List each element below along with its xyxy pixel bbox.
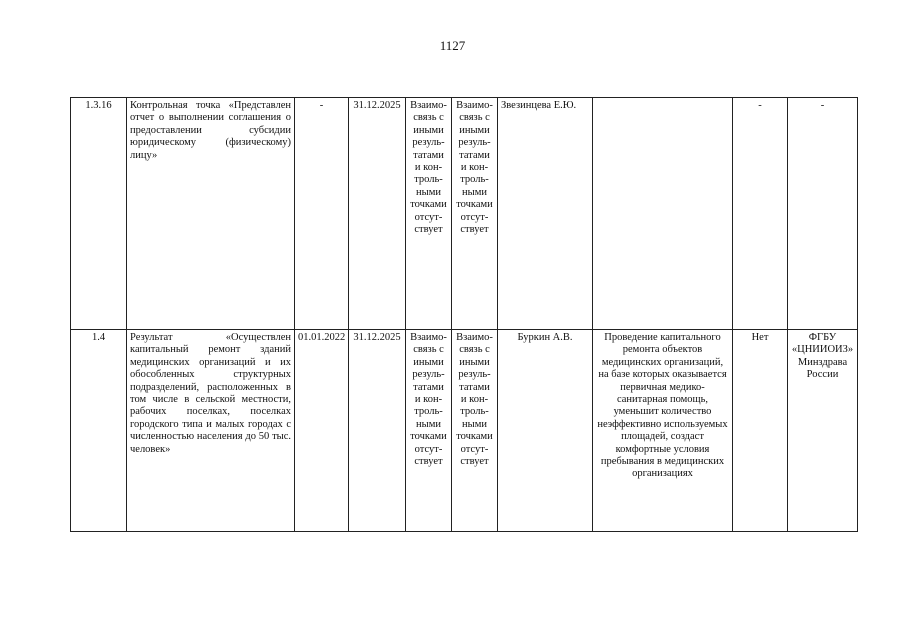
- row-responsible: Звезинцева Е.Ю.: [498, 98, 593, 330]
- plan-table: [70, 97, 858, 532]
- row-start-date: 01.01.2022: [295, 330, 349, 532]
- row-link-previous: Взаимо- связь с иными резуль- татами и кон- троль- ными точками отсут- ствует: [406, 98, 452, 330]
- row-link-previous: Взаимо- связь с иными резуль- татами и кон- троль- ными точками отсут- ствует: [406, 330, 452, 532]
- row-link-next: Взаимо- связь с иными резуль- татами и кон- троль- ными точками отсут- ствует: [452, 98, 498, 330]
- row-start-date: -: [295, 98, 349, 330]
- row-organization: ФГБУ «ЦНИИОИЗ» Минздрава России: [788, 330, 858, 532]
- row-end-date: 31.12.2025: [349, 330, 406, 532]
- row-name: Контрольная точка «Представлен отчет о выполнении соглашения о предоставлении субсидии юридическому (физическому) лицу»: [127, 98, 295, 330]
- table-row: [71, 98, 858, 330]
- row-flag: Нет: [733, 330, 788, 532]
- row-number: 1.3.16: [71, 98, 127, 330]
- page-number: 1127: [439, 38, 466, 53]
- row-name: Результат «Осуществлен капитальный ремонт зданий медицинских организаций и их обособленных структурных подразделений, расположенных в том числе в сельской местности, рабочих поселках, поселках городского типа и малых городах с численностью населения до 50 тыс. человек»: [127, 330, 295, 532]
- row-link-next: Взаимо- связь с иными резуль- татами и кон- троль- ными точками отсут- ствует: [452, 330, 498, 532]
- table-row: [71, 330, 858, 532]
- row-organization: -: [788, 98, 858, 330]
- row-responsible: Буркин А.В.: [498, 330, 593, 532]
- row-number: 1.4: [71, 330, 127, 532]
- row-description: Проведение капитального ремонта объектов медицинских организаций, на базе которых оказывается первичная медико-санитарная помощь, уменьшит количество неэффективно используемых площадей, создаст комфортные условия пребывания в медицинских организациях: [593, 330, 733, 532]
- row-end-date: 31.12.2025: [349, 98, 406, 330]
- row-flag: -: [733, 98, 788, 330]
- row-description: [593, 98, 733, 330]
